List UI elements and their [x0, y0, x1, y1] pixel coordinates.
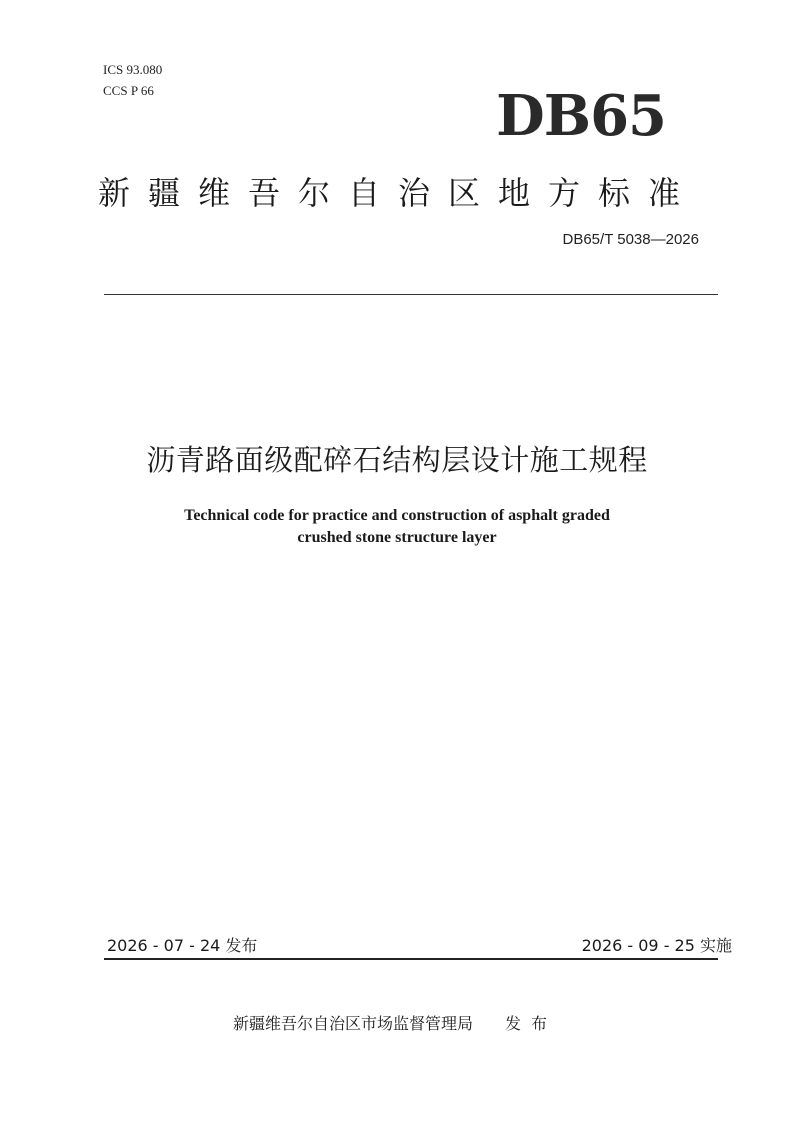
ics-code: ICS 93.080: [103, 62, 163, 77]
classification-codes: [103, 59, 162, 101]
standard-number: DB65/T 5038—2026: [562, 231, 699, 248]
title-english: [0, 505, 794, 549]
publisher-line: [233, 1011, 557, 1034]
publish-label: 发布: [505, 1014, 558, 1033]
publisher-name: 新疆维吾尔自治区市场监督管理局: [233, 1014, 474, 1033]
issue-date: 2026 - 07 - 24 发布: [107, 936, 258, 955]
title-chinese: 沥青路面级配碎石结构层设计施工规程: [146, 443, 648, 477]
top-divider: [104, 294, 718, 295]
db65-logo: DB65: [496, 83, 666, 149]
standard-name: 新疆维吾尔自治区地方标准: [98, 174, 699, 212]
title-english-line1: Technical code for practice and construction of asphalt graded: [184, 507, 610, 524]
implementation-date: 2026 - 09 - 25 实施: [581, 936, 732, 955]
title-english-line2: crushed stone structure layer: [297, 529, 497, 546]
bottom-divider: [104, 958, 718, 960]
ccs-code: CCS P 66: [103, 83, 154, 98]
